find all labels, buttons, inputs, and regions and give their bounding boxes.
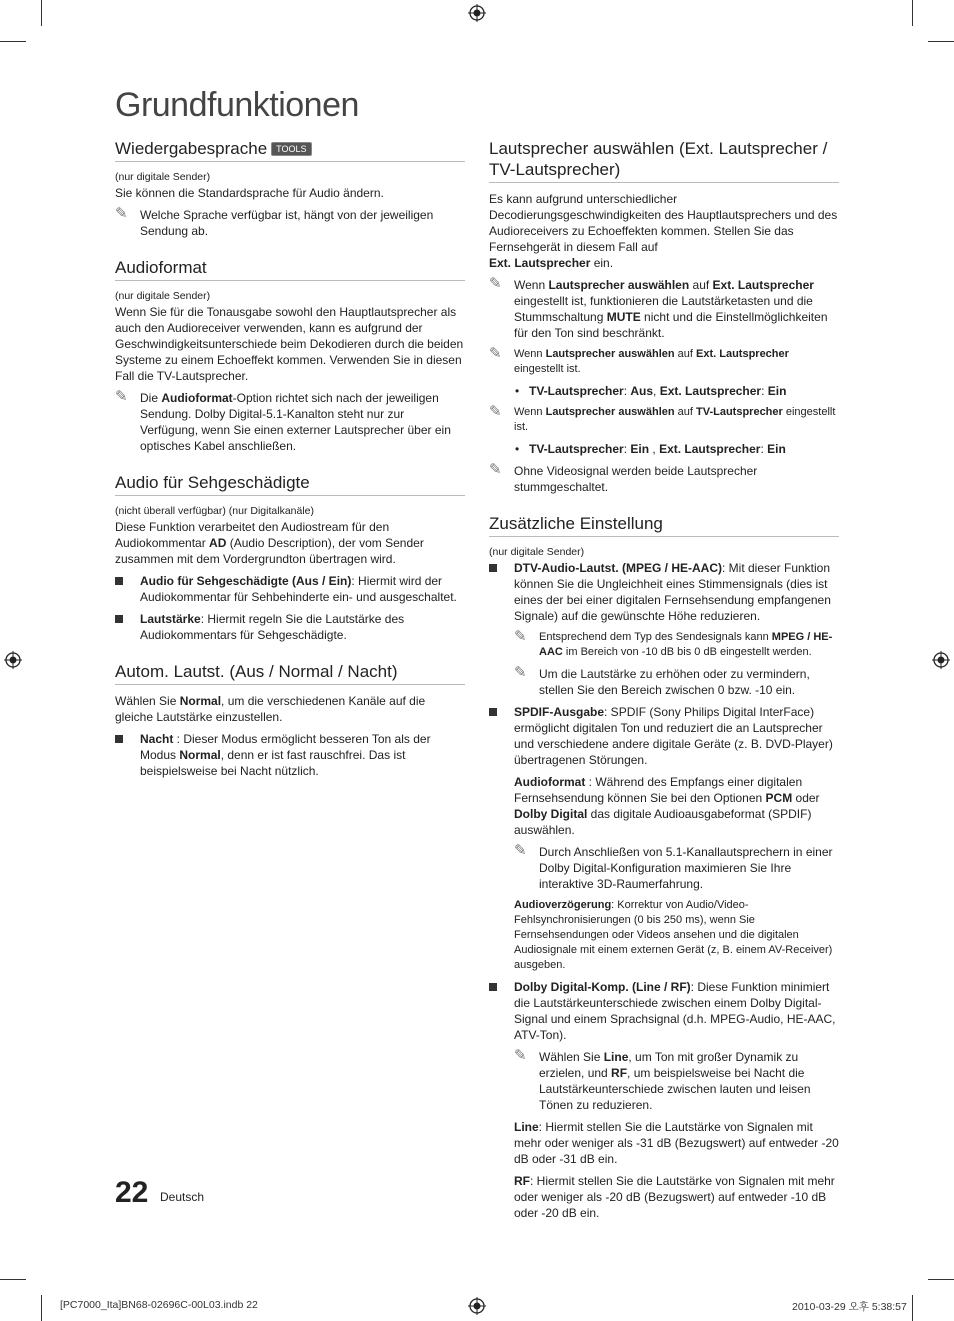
square-bullet-icon <box>489 708 497 716</box>
section-title: Audio für Sehgeschädigte <box>115 472 465 496</box>
crop-mark <box>912 1295 913 1321</box>
dot-item: • TV-Lautsprecher: Ein , Ext. Lautsprecher: Ein <box>515 442 786 456</box>
bullet-item: Lautstärke: Hiermit regeln Sie die Lautstärke des Audiokommentars für Sehgeschädigte. <box>115 611 465 643</box>
square-bullet-icon <box>115 615 123 623</box>
audioverzoegerung-option: Audioverzögerung: Korrektur von Audio/Video-Fehlsynchronisierungen (0 bis 250 ms), wenn Sie Fernsehsendungen oder Videos ansehen und die digitalen Audiosignale mit einem externen Gerät (z, B. einem AV-Receiver) ausgeben. <box>514 899 833 971</box>
note: ✎ Um die Lautstärke zu erhöhen oder zu vermindern, stellen Sie den Bereich zwischen 0 bzw. -10 ein. <box>514 664 810 697</box>
note-pencil-icon: ✎ <box>514 628 527 645</box>
note-pencil-icon: ✎ <box>489 403 502 420</box>
section-text: Es kann aufgrund unterschiedlicher Decodierungsgeschwindigkeiten des Hauptlautsprechers und des Audioreceivers zu Echoeffekten kommen. Stellen Sie das Fernsehgerät in diesem Fall auf Ext. Lautsprecher ein. <box>489 192 838 270</box>
registration-mark-icon <box>932 651 950 669</box>
left-column <box>115 138 465 797</box>
note: ✎ Wenn Lautsprecher auswählen auf TV-Lautsprecher eingestellt ist. <box>489 403 836 433</box>
print-slug-file: [PC7000_Ita]BN68-02696C-00L03.indb 22 <box>60 1299 258 1311</box>
note-pencil-icon: ✎ <box>489 461 502 478</box>
crop-mark <box>0 1279 26 1280</box>
page-number: 22 <box>115 1176 149 1209</box>
note: ✎ Die Audioformat-Option richtet sich nach der jeweiligen Sendung. Dolby Digital-5.1-Kanalton steht nur zur Verfügung, wenn Sie einen externer Lautsprecher über ein optisches Kabel anschließen. <box>115 388 451 453</box>
section-title: Lautsprecher auswählen (Ext. Lautsprecher / TV-Lautsprecher) <box>489 138 839 183</box>
square-bullet-icon <box>489 564 497 572</box>
print-slug-date: 2010-03-29 오후 5:38:57 <box>792 1301 907 1313</box>
crop-mark <box>912 0 913 26</box>
section-audio-sehgeschaedigte <box>115 472 465 643</box>
dot-bullet-icon: • <box>515 442 520 456</box>
note-pencil-icon: ✎ <box>489 275 502 292</box>
tools-badge: TOOLS <box>271 142 311 156</box>
note-pencil-icon: ✎ <box>514 842 527 859</box>
section-text: Wählen Sie Normal, um die verschiedenen Kanäle auf die gleiche Lautstärke einzustellen. <box>115 694 426 724</box>
dot-item: • TV-Lautsprecher: Aus, Ext. Lautsprecher: Ein <box>515 384 787 398</box>
section-subtitle: (nicht überall verfügbar) (nur Digitalkanäle) <box>115 505 315 517</box>
dot-bullet-icon: • <box>515 384 520 398</box>
crop-mark <box>41 1295 42 1321</box>
note: ✎ Ohne Videosignal werden beide Lautsprecher stummgeschaltet. <box>489 461 758 494</box>
registration-mark-icon <box>468 4 486 22</box>
section-title: Audioformat <box>115 257 465 281</box>
section-audioformat <box>115 257 465 454</box>
section-subtitle: (nur digitale Sender) <box>489 546 585 558</box>
section-title: Wiedergabesprache TOOLS <box>115 138 465 162</box>
section-zusaetzliche-einstellung <box>489 513 839 1221</box>
right-column <box>489 138 839 1239</box>
note: ✎ Wenn Lautsprecher auswählen auf Ext. Lautsprecher eingestellt ist. <box>489 345 789 375</box>
registration-mark-icon <box>468 1297 486 1315</box>
section-title: Zusätzliche Einstellung <box>489 513 839 537</box>
note: ✎ Wenn Lautsprecher auswählen auf Ext. Lautsprecher eingestellt ist, funktionieren die Lautstärketasten und die Stummschaltung MUTE nicht und die Einstellmöglichkeiten für den Ton sind beschränkt. <box>489 275 828 340</box>
bullet-item: Audio für Sehgeschädigte (Aus / Ein): Hiermit wird der Audiokommentar für Sehbehinderte ein- und ausgeschaltet. <box>115 573 465 605</box>
section-wiedergabesprache <box>115 138 465 239</box>
section-title: Autom. Lautst. (Aus / Normal / Nacht) <box>115 661 465 685</box>
note: ✎ Durch Anschließen von 5.1-Kanallautsprechern in einer Dolby Digital-Konfiguration maximieren Sie Ihre interaktive 3D-Raumerfahrung. <box>514 842 833 891</box>
section-subtitle: (nur digitale Sender) <box>115 171 211 183</box>
note-pencil-icon: ✎ <box>489 345 502 362</box>
square-bullet-icon <box>115 577 123 585</box>
bullet-item: Nacht : Dieser Modus ermöglicht besseren Ton als der Modus Normal, denn er ist fast rauschfrei. Das ist beispielsweise bei Nacht nützlich. <box>115 731 465 779</box>
section-text: Sie können die Standardsprache für Audio ändern. <box>115 186 384 200</box>
audioformat-option: Audioformat : Während des Empfangs einer digitalen Fernsehsendung können Sie bei den Optionen PCM oder Dolby Digital das digitale Audioausgabeformat (SPDIF) auswählen. <box>514 775 820 837</box>
square-bullet-icon <box>489 983 497 991</box>
section-autom-lautst <box>115 661 465 779</box>
crop-mark <box>0 41 26 42</box>
note-pencil-icon: ✎ <box>115 205 128 222</box>
section-text: Wenn Sie für die Tonausgabe sowohl den Hauptlautsprecher als auch den Audioreceiver verwenden, kann es aufgrund der Geschwindigkeitsunterschiede beim Dekodieren durch die beiden Systeme zu einem Echoeffekt kommen. Verwenden Sie in diesen Fall die TV-Lautsprecher. <box>115 305 464 383</box>
bullet-item: DTV-Audio-Lautst. (MPEG / HE-AAC): Mit dieser Funktion können Sie die Ungleichheit eines Stimmensignals (dies ist eines der bei einer digitalen Fernsehsendung empfangenen Signale) auf die gewünschte Höhe reduzieren. <box>489 560 839 624</box>
note-pencil-icon: ✎ <box>514 664 527 681</box>
rf-option: RF: Hiermit stellen Sie die Lautstärke von Signalen mit mehr oder weniger als -20 dB (Bezugswert) auf entweder -10 dB oder -20 dB ein. <box>514 1174 835 1220</box>
square-bullet-icon <box>115 735 123 743</box>
bullet-item: SPDIF-Ausgabe: SPDIF (Sony Philips Digital InterFace) ermöglicht digitalen Ton und reduziert die an Lautsprecher und verschiedene andere digitale Geräte (z. B. DVD-Player) übertragenen Störungen. <box>489 704 839 768</box>
page-language: Deutsch <box>160 1190 205 1204</box>
note: ✎ Entsprechend dem Typ des Sendesignals kann MPEG / HE-AAC im Bereich von -10 dB bis 0 dB eingestellt werden. <box>514 628 833 658</box>
line-option: Line: Hiermit stellen Sie die Lautstärke von Signalen mit mehr oder weniger als -31 dB (Bezugswert) auf entweder -20 dB oder -31 dB ein. <box>514 1120 839 1166</box>
section-text: Diese Funktion verarbeitet den Audiostream für den Audiokommentar AD (Audio Description), der vom Sender zusammen mit dem Vordergrundton übertragen wird. <box>115 520 424 566</box>
note-pencil-icon: ✎ <box>514 1047 527 1064</box>
bullet-item: Dolby Digital-Komp. (Line / RF): Diese Funktion minimiert die Lautstärkeunterschiede zwischen einem Dolby Digital-Signal und einem Sprachsignal (d.h. MPEG-Audio, HE-AAC, ATV-Ton). <box>489 979 839 1043</box>
section-subtitle: (nur digitale Sender) <box>115 290 211 302</box>
crop-mark <box>928 41 954 42</box>
note: ✎ Welche Sprache verfügbar ist, hängt von der jeweiligen Sendung ab. <box>115 205 434 238</box>
section-lautsprecher <box>489 138 839 495</box>
crop-mark <box>928 1279 954 1280</box>
note: ✎ Wählen Sie Line, um Ton mit großer Dynamik zu erzielen, und RF, um beispielsweise bei Nacht die Lautstärkeunterschiede zwischen lauten und leisen Tönen zu reduzieren. <box>514 1047 811 1112</box>
crop-mark <box>41 0 42 26</box>
registration-mark-icon <box>4 651 22 669</box>
note-pencil-icon: ✎ <box>115 388 128 405</box>
page-title: Grundfunktionen <box>115 86 359 124</box>
